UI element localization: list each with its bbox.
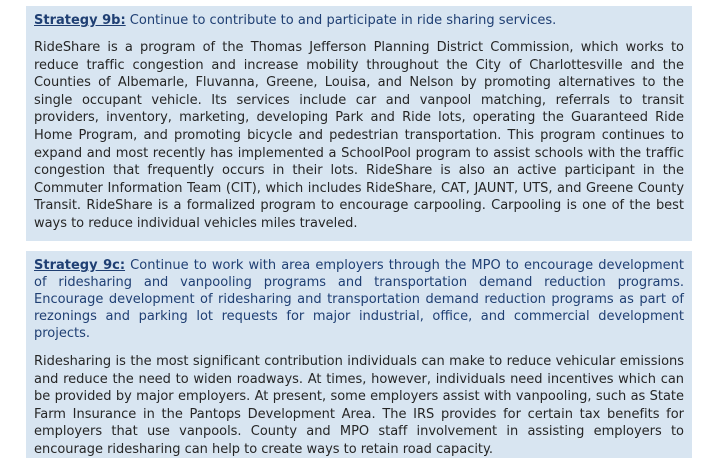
strategy-9c-body: Ridesharing is the most significant contribution individuals can make to reduce vehicular emissions and reduce the need to widen roadways. At times, however, individuals need incentives which can be provided by major employers. At present, some employers assist with vanpooling, such as State Farm Insurance in the Pantops Development Area. The IRS provides for certain tax benefits for employers that use vanpools. County and MPO staff involvement in assisting employers to encourage ridesharing can help to create ways to retain road capacity. [34,354,684,457]
strategy-9c-panel [26,251,692,458]
strategy-9b-panel [26,6,692,241]
strategy-9b-heading [34,6,684,29]
strategy-9c-label: Strategy 9c: [34,258,126,273]
strategy-9c-heading [34,251,684,342]
strategy-9c-heading-text: Continue to work with area employers through the MPO to encourage development of ridesharing and vanpooling programs and transportation demand reduction programs. Encourage development of ridesharing and transportation demand reduction programs as part of rezonings and parking lot requests for major industrial, office, and commercial development projects. [34,258,684,341]
strategy-9b-label: Strategy 9b: [34,13,126,28]
strategy-9b-body: RideShare is a program of the Thomas Jefferson Planning District Commission, which works to reduce traffic congestion and increase mobility throughout the City of Charlottesville and the Counties of Albemarle, Fluvanna, Greene, Louisa, and Nelson by promoting alternatives to the single occupant vehicle. Its services include car and vanpool matching, referrals to transit providers, inventory, marketing, developing Park and Ride lots, operating the Guaranteed Ride Home Program, and promoting bicycle and pedestrian transportation. This program continues to expand and most recently has implemented a SchoolPool program to assist schools with the traffic congestion that frequently occurs in their lots. RideShare is also an active participant in the Commuter Information Team (CIT), which includes RideShare, CAT, JAUNT, UTS, and Greene County Transit. RideShare is a formalized program to encourage carpooling. Carpooling is one of the best ways to reduce individual vehicles miles traveled. [34,40,684,231]
strategy-9b-heading-text: Continue to contribute to and participate in ride sharing services. [125,13,557,28]
